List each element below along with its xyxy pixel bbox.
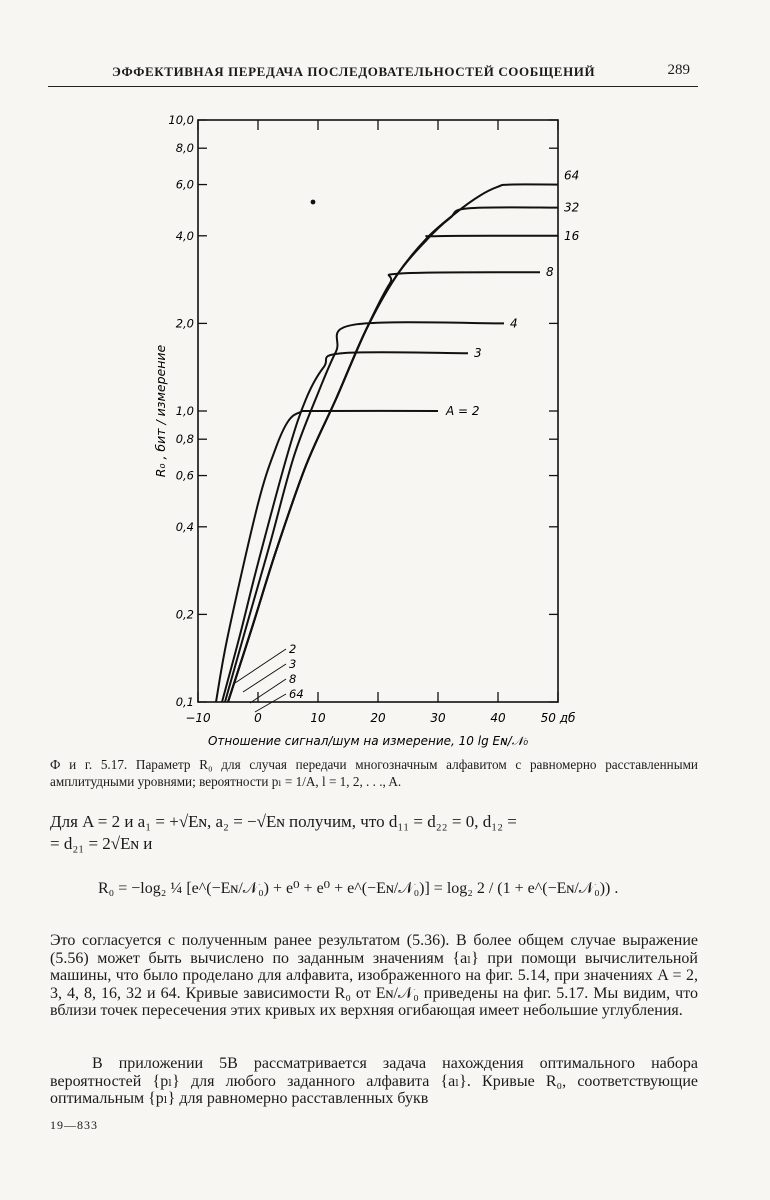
curve-label: 16: [564, 228, 580, 243]
curve-label: 4: [510, 316, 518, 331]
page-number: 289: [667, 62, 690, 78]
paragraph-1: Это согласуется с полученным ранее результатом (5.36). В более общем случае выражение (5.56) может быть вычислено по заданным значениям {aₗ} при помощи вычислительной машины, что было проделано для алфавита, изображенного на фиг. 5.14, при значениях A = 2, 3, 4, 8, 16, 32 и 64. Кривые зависимости R₀ от Eɴ/𝒩₀ приведены на фиг. 5.17. Мы видим, что вблизи точек пересечения этих кривых их верхняя огибающая имеет небольшие углубления.: [50, 932, 698, 1020]
y-tick-label: 1,0: [175, 404, 194, 418]
running-header: [48, 62, 698, 87]
leader-line: [250, 679, 286, 703]
curve-8: [228, 272, 540, 702]
x-tick-label: 30: [430, 711, 446, 725]
equation-main: R₀ = −log₂ ¼ [e^(−Eɴ/𝒩₀) + e⁰ + e⁰ + e^(−Eɴ/𝒩₀)] = log₂ 2 / (1 + e^(−Eɴ/𝒩₀)) .: [98, 880, 619, 897]
leader-label: 8: [289, 672, 297, 686]
y-tick-label: 10,0: [168, 113, 194, 127]
curve-4: [225, 322, 504, 702]
y-axis-label: R₀ , бит / измерение: [153, 344, 168, 478]
running-header-title: ЭФФЕКТИВНАЯ ПЕРЕДАЧА ПОСЛЕДОВАТЕЛЬНОСТЕЙ СООБЩЕНИЙ: [112, 64, 596, 79]
x-tick-label: 10: [310, 711, 326, 725]
leader-line: [243, 664, 286, 692]
curve-label: 3: [474, 346, 482, 361]
curve-16: [228, 236, 558, 702]
footer-signature-mark: 19—833: [50, 1118, 98, 1132]
chart-series: [216, 184, 558, 702]
y-tick-label: 0,8: [175, 432, 194, 447]
curve-label: 64: [564, 168, 580, 183]
curve-label: 32: [564, 200, 580, 215]
x-tick-label: 20: [370, 711, 386, 725]
curve-2: [216, 411, 438, 702]
curve-label: 8: [546, 265, 554, 280]
leader-label: 2: [289, 642, 297, 656]
y-tick-label: 0,2: [175, 607, 194, 622]
y-tick-label: 6,0: [175, 177, 194, 192]
y-tick-label: 2,0: [175, 316, 194, 331]
y-tick-label: 4,0: [175, 228, 194, 243]
equation-line-2: = d₂₁ = 2√Eɴ и: [50, 834, 153, 853]
figure-5-17-chart: [0, 100, 770, 750]
chart-labels: [235, 169, 580, 712]
equation-line-1: Для A = 2 и a₁ = +√Eɴ, a₂ = −√Eɴ получим, что d₁₁ = d₂₂ = 0, d₁₂ =: [50, 812, 517, 831]
x-axis-label: Отношение сигнал/шум на измерение, 10 lg Eɴ/𝒩₀: [207, 734, 529, 748]
x-tick-label: −10: [185, 711, 211, 725]
y-tick-label: 0,1: [175, 695, 194, 709]
paragraph-2: В приложении 5В рассматривается задача нахождения оптимального набора вероятностей {pₗ} для любого заданного алфавита {aₗ}. Кривые R₀, соответствующие оптимальным {pₗ} для равномерно расставленных букв: [50, 1055, 698, 1108]
y-tick-label: 0,6: [175, 468, 194, 483]
curve-label: A = 2: [446, 404, 480, 418]
curve-3: [222, 352, 468, 702]
figure-caption: Ф и г. 5.17. Параметр R₀ для случая передачи многозначным алфавитом с равномерно расставленными амплитудными уровнями; вероятности pₗ = 1/A, l = 1, 2, . . ., A.: [50, 757, 698, 789]
x-tick-label: 50 дб: [540, 711, 576, 725]
x-tick-label: 40: [490, 711, 506, 725]
stray-dot: [311, 200, 316, 205]
x-tick-label: 0: [254, 711, 262, 725]
y-tick-label: 0,4: [175, 519, 194, 534]
leader-label: 64: [289, 687, 304, 701]
leader-label: 3: [289, 657, 297, 671]
y-tick-label: 8,0: [175, 141, 194, 156]
